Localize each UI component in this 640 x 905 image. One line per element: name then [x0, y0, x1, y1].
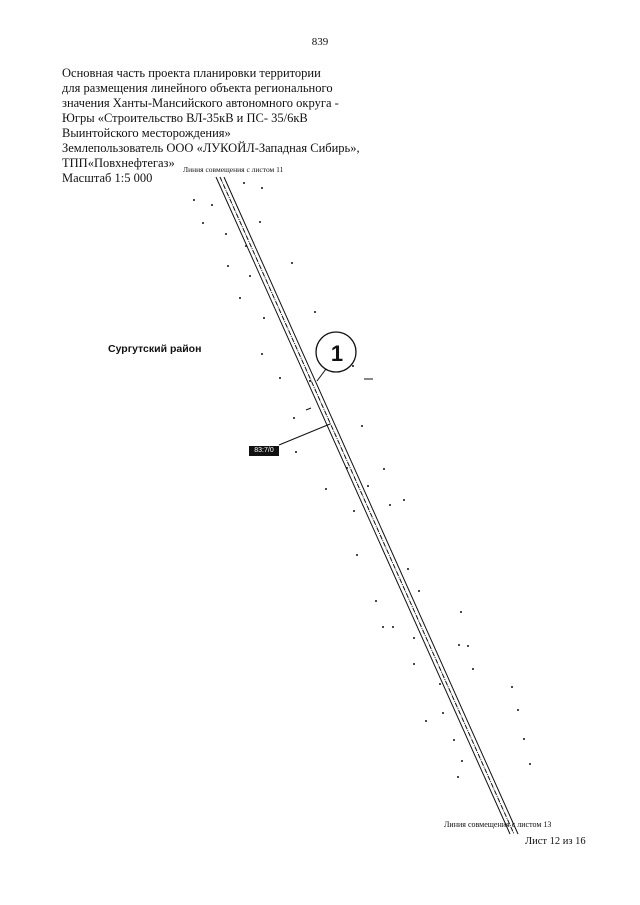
callout-leader [317, 369, 326, 381]
survey-point [460, 611, 462, 613]
survey-point [346, 467, 348, 469]
survey-point [458, 644, 460, 646]
survey-point [245, 245, 247, 247]
survey-point [295, 451, 297, 453]
title-line: Основная часть проекта планировки территории [62, 66, 321, 80]
survey-point [353, 510, 355, 512]
survey-point [382, 626, 384, 628]
survey-point [407, 568, 409, 570]
survey-point [383, 468, 385, 470]
survey-point [523, 738, 525, 740]
survey-point [467, 645, 469, 647]
title-line: значения Ханты-Мансийского автономного округа - [62, 96, 339, 110]
survey-point [309, 380, 311, 382]
match-line-top-label: Линия совмещения с листом 11 [183, 165, 284, 174]
survey-point [261, 187, 263, 189]
boundary-point-leader [279, 424, 330, 445]
survey-point [389, 504, 391, 506]
survey-point [263, 317, 265, 319]
survey-point [367, 485, 369, 487]
survey-points [193, 182, 531, 778]
survey-point [291, 262, 293, 264]
survey-point [392, 626, 394, 628]
survey-point [517, 709, 519, 711]
survey-point [249, 275, 251, 277]
survey-point [259, 221, 261, 223]
survey-point [227, 265, 229, 267]
survey-point [461, 760, 463, 762]
survey-point [425, 720, 427, 722]
object-callout [316, 332, 356, 381]
title-line: ТПП«Повхнефтегаз» [62, 156, 175, 170]
corridor-edge-left [216, 177, 510, 834]
survey-point [361, 425, 363, 427]
survey-point [293, 417, 295, 419]
title-line: Выинтойского месторождения» [62, 126, 231, 140]
title-line: для размещения линейного объекта регионального [62, 81, 333, 95]
title-line: Землепользователь ООО «ЛУКОЙЛ-Западная Сибирь», [62, 141, 360, 155]
survey-point [472, 668, 474, 670]
callout-number: 1 [330, 341, 344, 366]
power-line-corridor [216, 177, 518, 834]
survey-point [261, 353, 263, 355]
survey-point [202, 222, 204, 224]
district-label: Сургутский район [108, 343, 202, 355]
survey-point [279, 377, 281, 379]
survey-point [529, 763, 531, 765]
survey-point [457, 776, 459, 778]
page-number: 839 [311, 36, 329, 48]
survey-point [225, 233, 227, 235]
scale-line: Масштаб 1:5 000 [62, 171, 153, 185]
survey-point [375, 600, 377, 602]
survey-point [442, 712, 444, 714]
survey-point [314, 311, 316, 313]
title-line: Югры «Строительство ВЛ-35кВ и ПС- 35/6кВ [62, 111, 308, 125]
corridor-centerline [220, 177, 514, 834]
survey-point [439, 683, 441, 685]
survey-mark [306, 408, 311, 410]
corridor-edge-right [224, 177, 518, 834]
survey-point [413, 637, 415, 639]
match-line-bottom-label: Линия совмещения с листом 13 [444, 820, 552, 829]
survey-point [325, 488, 327, 490]
survey-point [453, 739, 455, 741]
survey-point [193, 199, 195, 201]
sheet-counter: Лист 12 из 16 [525, 836, 586, 847]
survey-point [356, 554, 358, 556]
survey-point [511, 686, 513, 688]
survey-point [403, 499, 405, 501]
survey-point [352, 365, 354, 367]
survey-point [239, 297, 241, 299]
survey-point [413, 663, 415, 665]
survey-point [211, 204, 213, 206]
survey-point [418, 590, 420, 592]
boundary-point-label: 83:7/0 [249, 446, 279, 456]
